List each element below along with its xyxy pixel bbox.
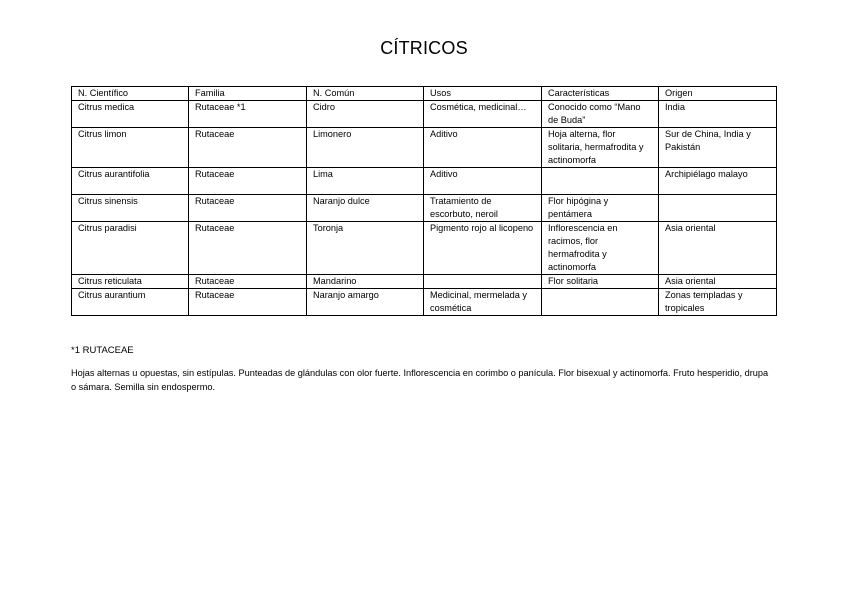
cell-origin: Zonas templadas y tropicales bbox=[659, 289, 777, 316]
table-header-row bbox=[72, 87, 777, 101]
cell-uses: Tratamiento de escorbuto, neroil bbox=[424, 195, 542, 222]
cell-uses: Aditivo bbox=[424, 168, 542, 195]
cell-uses: Medicinal, mermelada y cosmética bbox=[424, 289, 542, 316]
header-family: Familia bbox=[189, 87, 307, 101]
page-title: CÍTRICOS bbox=[380, 38, 468, 58]
cell-common-name: Naranjo amargo bbox=[307, 289, 424, 316]
cell-common-name: Limonero bbox=[307, 128, 424, 168]
cell-scientific-name: Citrus aurantium bbox=[72, 289, 189, 316]
cell-characteristics bbox=[542, 289, 659, 316]
cell-scientific-name: Citrus limon bbox=[72, 128, 189, 168]
cell-uses: Pigmento rojo al licopeno bbox=[424, 222, 542, 275]
cell-origin: India bbox=[659, 101, 777, 128]
table-row bbox=[72, 168, 777, 195]
cell-characteristics: Inflorescencia en racimos, flor hermafrodita y actinomorfa bbox=[542, 222, 659, 275]
cell-uses: Cosmética, medicinal… bbox=[424, 101, 542, 128]
footnote-heading: *1 RUTACEAE bbox=[71, 345, 134, 356]
cell-family: Rutaceae bbox=[189, 289, 307, 316]
cell-family: Rutaceae bbox=[189, 222, 307, 275]
table-row bbox=[72, 222, 777, 275]
cell-characteristics bbox=[542, 168, 659, 195]
cell-uses bbox=[424, 275, 542, 289]
cell-scientific-name: Citrus aurantifolia bbox=[72, 168, 189, 195]
cell-origin bbox=[659, 195, 777, 222]
cell-origin: Archipiélago malayo bbox=[659, 168, 777, 195]
table-row bbox=[72, 101, 777, 128]
cell-family: Rutaceae *1 bbox=[189, 101, 307, 128]
cell-characteristics: Flor hipógina y pentámera bbox=[542, 195, 659, 222]
cell-common-name: Mandarino bbox=[307, 275, 424, 289]
cell-characteristics: Conocido como “Mano de Buda” bbox=[542, 101, 659, 128]
cell-common-name: Naranjo dulce bbox=[307, 195, 424, 222]
cell-origin: Asia oriental bbox=[659, 275, 777, 289]
header-common-name: N. Común bbox=[307, 87, 424, 101]
table-row bbox=[72, 289, 777, 316]
footnote-text: Hojas alternas u opuestas, sin estípulas. Punteadas de glándulas con olor fuerte. Inflorescencia en corimbo o panícula. Flor bisexual y actinomorfa. Fruto hesperidio, drupa o sámara. Semilla sin endospermo. bbox=[71, 368, 769, 392]
cell-family: Rutaceae bbox=[189, 128, 307, 168]
cell-origin: Sur de China, India y Pakistán bbox=[659, 128, 777, 168]
table-row bbox=[72, 128, 777, 168]
cell-origin: Asia oriental bbox=[659, 222, 777, 275]
cell-uses: Aditivo bbox=[424, 128, 542, 168]
cell-scientific-name: Citrus reticulata bbox=[72, 275, 189, 289]
cell-family: Rutaceae bbox=[189, 195, 307, 222]
header-uses: Usos bbox=[424, 87, 542, 101]
cell-family: Rutaceae bbox=[189, 168, 307, 195]
table-row bbox=[72, 275, 777, 289]
citrus-table bbox=[71, 86, 777, 316]
cell-common-name: Cidro bbox=[307, 101, 424, 128]
cell-common-name: Lima bbox=[307, 168, 424, 195]
header-scientific-name: N. Científico bbox=[72, 87, 189, 101]
cell-family: Rutaceae bbox=[189, 275, 307, 289]
cell-common-name: Toronja bbox=[307, 222, 424, 275]
cell-characteristics: Flor solitaria bbox=[542, 275, 659, 289]
header-characteristics: Características bbox=[542, 87, 659, 101]
table-row bbox=[72, 195, 777, 222]
cell-scientific-name: Citrus paradisi bbox=[72, 222, 189, 275]
cell-scientific-name: Citrus sinensis bbox=[72, 195, 189, 222]
cell-scientific-name: Citrus medica bbox=[72, 101, 189, 128]
header-origin: Origen bbox=[659, 87, 777, 101]
cell-characteristics: Hoja alterna, flor solitaria, hermafrodita y actinomorfa bbox=[542, 128, 659, 168]
